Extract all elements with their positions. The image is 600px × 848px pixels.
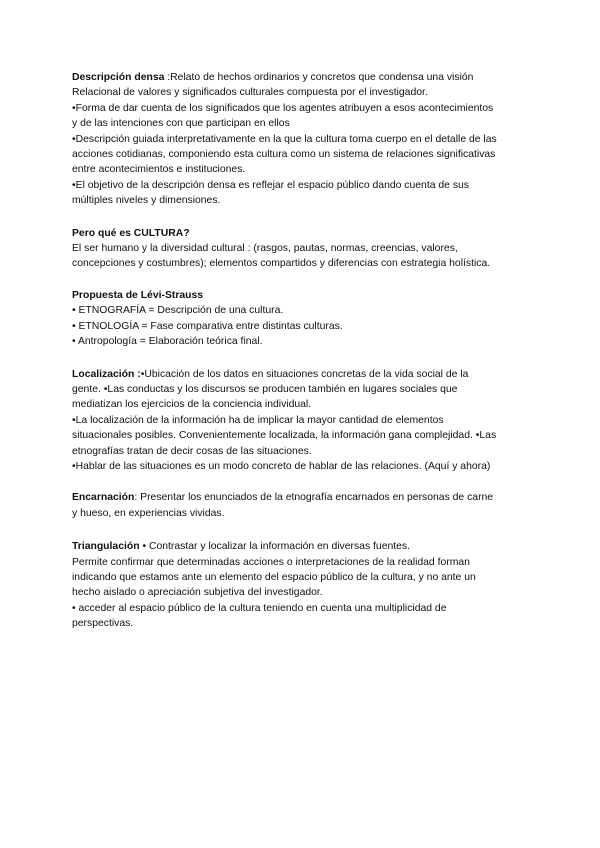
densa-line: acciones cotidianas, componiendo esta cultura como un sistema de relaciones significativas <box>72 149 496 161</box>
triangulacion-line: indicando que estamos ante un elemento del espacio público de la cultura, y no ante un <box>72 571 476 583</box>
cultura-line: concepciones y costumbres); elementos compartidos y diferencias con estrategia holística. <box>72 258 491 270</box>
densa-line: •Descripción guiada interpretativamente en la que la cultura toma cuerpo en el detalle de las <box>72 133 497 145</box>
localizacion-line: mediatizan los ejercicios de la conciencia individual. <box>72 399 312 411</box>
levi-line: • Antropología = Elaboración teórica final. <box>72 336 263 348</box>
densa-line: y de las intenciones con que participan en ellos <box>72 118 290 130</box>
densa-line: entre acontecimientos e instituciones. <box>72 164 246 176</box>
localizacion-line: gente. •Las conductas y los discursos se producen también en lugares sociales que <box>72 383 458 395</box>
cultura-line: El ser humano y la diversidad cultural : (rasgos, pautas, normas, creencias, valores, <box>72 243 458 255</box>
localizacion-line-1: Localización :•Ubicación de los datos en situaciones concretas de la vida social de la <box>72 368 469 380</box>
triangulacion-heading: Triangulación <box>72 541 140 553</box>
densa-line: •Forma de dar cuenta de los significados que los agentes atribuyen a esos acontecimientos <box>72 102 494 114</box>
levi-heading: Propuesta de Lévi-Strauss <box>72 289 204 301</box>
densa-heading: Descripción densa <box>72 72 165 83</box>
localizacion-line: situacionales posibles. Convenientemente localizada, la información gana complejidad. •Las <box>72 430 497 442</box>
triangulacion-line: Permite confirmar que determinadas acciones o interpretaciones de la realidad forman <box>72 556 470 568</box>
localizacion-line: •La localización de la información ha de implicar la mayor cantidad de elementos <box>72 414 444 426</box>
densa-line: Relacional de valores y significados culturales compuesta por el investigador. <box>72 87 428 99</box>
triangulacion-line: hecho aislado o apreciación subjetiva del investigador. <box>72 587 323 599</box>
triangulacion-line: • acceder al espacio público de la cultura teniendo en cuenta una multiplicidad de <box>72 602 447 614</box>
encarnacion-heading: Encarnación <box>72 492 135 504</box>
cultura-heading: Pero qué es CULTURA? <box>72 227 190 239</box>
densa-line: múltiples niveles y dimensiones. <box>72 195 221 207</box>
localizacion-line: •Hablar de las situaciones es un modo concreto de hablar de las relaciones. (Aquí y ahora) <box>72 460 491 472</box>
densa-line: •El objetivo de la descripción densa es reflejar el espacio público dando cuenta de sus <box>72 179 470 191</box>
document-page <box>72 70 532 632</box>
levi-line: • ETNOGRAFÍA = Descripción de una cultura. <box>72 305 284 317</box>
densa-line-1: Descripción densa :Relato de hechos ordinarios y concretos que condensa una visión <box>72 72 474 83</box>
localizacion-line: etnografías tratan de decir cosas de las situaciones. <box>72 445 312 457</box>
encarnacion-line: y hueso, en experiencias vividas. <box>72 507 225 519</box>
triangulacion-line-1: Triangulación • Contrastar y localizar la información en diversas fuentes. <box>72 541 411 553</box>
localizacion-heading: Localización : <box>72 368 141 380</box>
triangulacion-line: perspectivas. <box>72 618 134 630</box>
levi-line: • ETNOLOGÍA = Fase comparativa entre distintas culturas. <box>72 320 343 332</box>
encarnacion-line-1: Encarnación: Presentar los enunciados de la etnografía encarnados en personas de carne <box>72 492 494 504</box>
